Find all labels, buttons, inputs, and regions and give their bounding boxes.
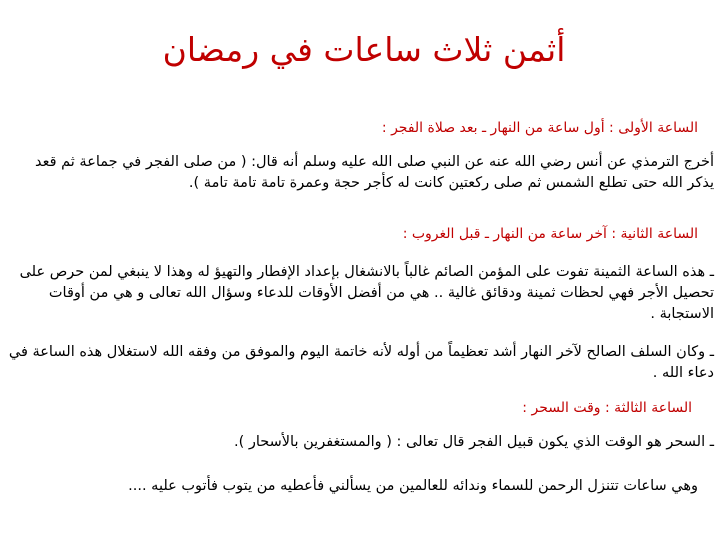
hour1-heading: الساعة الأولى : أول ساعة من النهار ـ بعد صلاة الفجر :	[381, 120, 698, 136]
hour2-heading: الساعة الثانية : آخر ساعة من النهار ـ قبل الغروب :	[402, 226, 698, 242]
hour2-paragraph-1: ـ هذه الساعة الثمينة تفوت على المؤمن الصائم غالباً بالانشغال بإعداد الإفطار والتهيؤ له وهذا لا ينبغي لمن حرص على تحصيل الأجر فهي لحظات ثمينة ودقائق غالية .. هي من أفضل الأوقات للدعاء وسؤال الله تعالى و هي من أوقات الاستجابة .	[19, 264, 714, 322]
hour1-hadith: أخرج الترمذي عن أنس رضي الله عنه عن النبي صلى الله عليه وسلم أنه قال: ( من صلى الفجر في جماعة ثم قعد يذكر الله حتى تطلع الشمس ثم صلى ركعتين كانت له كأجر حجة وعمرة تامة تامة تامة ).	[34, 154, 714, 191]
hour3-paragraph-1: ـ السحر هو الوقت الذي يكون قبيل الفجر قال تعالى : ( والمستغفرين بالأسحار ).	[233, 434, 714, 450]
hour3-heading: الساعة الثالثة : وقت السحر :	[522, 400, 692, 416]
slide-title: أثمن ثلاث ساعات في رمضان	[162, 30, 566, 69]
hour3-paragraph-2: وهي ساعات تتنزل الرحمن للسماء وندائه للعالمين من يسألني فأعطيه من يتوب فأتوب عليه ....	[128, 478, 698, 494]
hour2-paragraph-2: ـ وكان السلف الصالح لآخر النهار أشد تعظيماً من أوله لأنه خاتمة اليوم والموفق من وفقه الله لاستغلال هذه الساعة في دعاء الله .	[8, 344, 714, 381]
